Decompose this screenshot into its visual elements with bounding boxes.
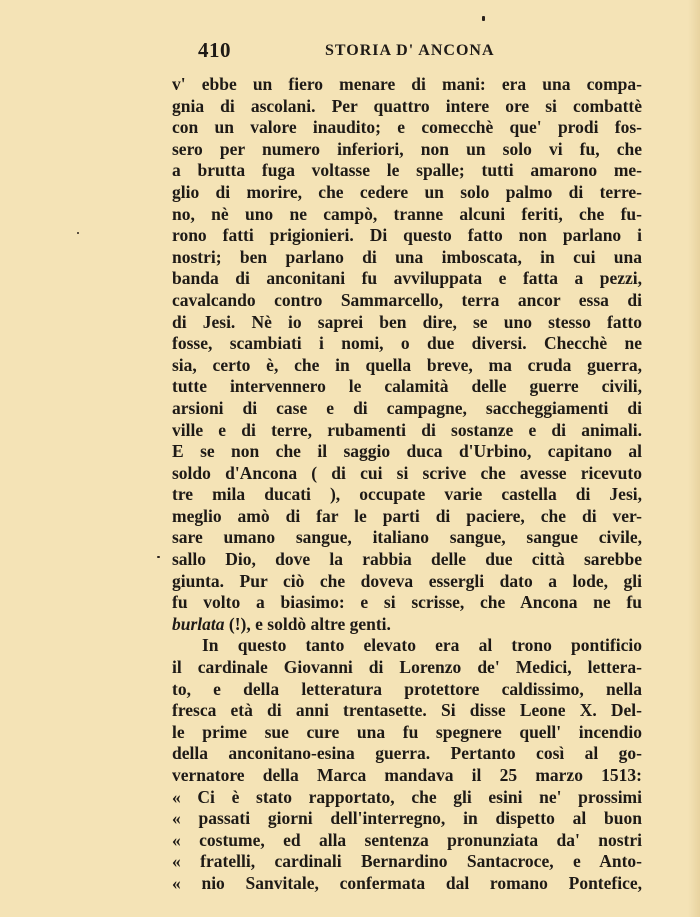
- text-line: di Jesi. Nè io saprei ben dire, se uno stesso fatto: [172, 311, 642, 332]
- text-line: tre mila ducati ), occupate varie castella di Jesi,: [172, 484, 642, 505]
- quote-line: « nio Sanvitale, confermata dal romano Pontefice,: [172, 872, 642, 893]
- text-line: tutte intervennero le calamità delle guerre civili,: [172, 376, 642, 397]
- text-line: con un valore inaudito; e comecchè que' prodi fos-: [172, 117, 642, 138]
- text-line: meglio amò di far le parti di paciere, che di ver-: [172, 505, 642, 526]
- text-line: to, e della letteratura protettore caldissimo, nella: [172, 678, 642, 699]
- text-line: glio di morire, che cedere un solo palmo di terre-: [172, 181, 642, 202]
- quote-line: « fratelli, cardinali Bernardino Santacroce, e Anto-: [172, 851, 642, 872]
- text-line: fosse, scambiati i nomi, o due diversi. Checchè ne: [172, 333, 642, 354]
- text-line: fu volto a biasimo: e si scrisse, che Ancona ne fu: [172, 592, 642, 613]
- text-line: sia, certo è, che in quella breve, ma cruda guerra,: [172, 354, 642, 375]
- ink-speck: [482, 16, 485, 21]
- page-header: [198, 38, 658, 68]
- text-line: nostri; ben parlano di una imboscata, in cui una: [172, 246, 642, 267]
- text-line: vernatore della Marca mandava il 25 marzo 1513:: [172, 765, 642, 785]
- text-line: rono fatti prigionieri. Di questo fatto non parlano i: [172, 225, 642, 246]
- quote-line: « costume, ed alla sentenza pronunziata da' nostri: [172, 829, 642, 850]
- text-line: [172, 614, 642, 636]
- text-line: fresca età di anni trentasette. Si disse Leone X. Del-: [172, 700, 642, 721]
- text-line: arsioni di case e di campagne, saccheggiamenti di: [172, 397, 642, 418]
- ink-speck: [157, 556, 160, 558]
- text-line: giunta. Pur ciò che doveva essergli dato a lode, gli: [172, 570, 642, 591]
- text-line: cavalcando contro Sammarcello, terra ancor essa di: [172, 289, 642, 310]
- text-line: il cardinale Giovanni di Lorenzo de' Medici, lettera-: [172, 657, 642, 678]
- text-line: ville e di terre, rubamenti di sostanze e di animali.: [172, 419, 642, 440]
- text-line-rest: (!), e soldò altre genti.: [224, 613, 391, 634]
- running-title: STORIA D' ANCONA: [325, 42, 495, 59]
- text-line: sero per numero inferiori, non un solo vi fu, che: [172, 138, 642, 159]
- text-line: banda di anconitani fu avviluppata e fatta a pezzi,: [172, 268, 642, 289]
- paragraph-first-line: In questo tanto elevato era al trono pontificio: [202, 635, 642, 656]
- text-line: le prime sue cure una fu spegnere quell' incendio: [172, 721, 642, 742]
- text-line: E se non che il saggio duca d'Urbino, capitano al: [172, 441, 642, 462]
- ink-speck: [77, 232, 79, 234]
- text-line: sallo Dio, dove la rabbia delle due città sarebbe: [172, 549, 642, 570]
- body-text: [172, 74, 642, 895]
- text-line: della anconitano-esina guerra. Pertanto così al go-: [172, 743, 642, 764]
- text-line: gnia di ascolani. Per quattro intere ore si combattè: [172, 95, 642, 116]
- text-line: soldo d'Ancona ( di cui si scrive che avesse ricevuto: [172, 462, 642, 483]
- quote-line: « Ci è stato rapportato, che gli esini ne' prossimi: [172, 786, 642, 807]
- page-edge-shadow: [688, 0, 700, 917]
- page-number: 410: [198, 38, 231, 62]
- italic-word: burlata: [172, 613, 225, 634]
- text-line: no, nè uno ne campò, tranne alcuni feriti, che fu-: [172, 203, 642, 224]
- text-line: a brutta fuga voltasse le spalle; tutti amarono me-: [172, 160, 642, 181]
- quote-line: « passati giorni dell'interregno, in dispetto al buon: [172, 808, 642, 829]
- text-line: v' ebbe un fiero menare di mani: era una compa-: [172, 74, 642, 94]
- text-line: sare umano sangue, italiano sangue, sangue civile,: [172, 527, 642, 548]
